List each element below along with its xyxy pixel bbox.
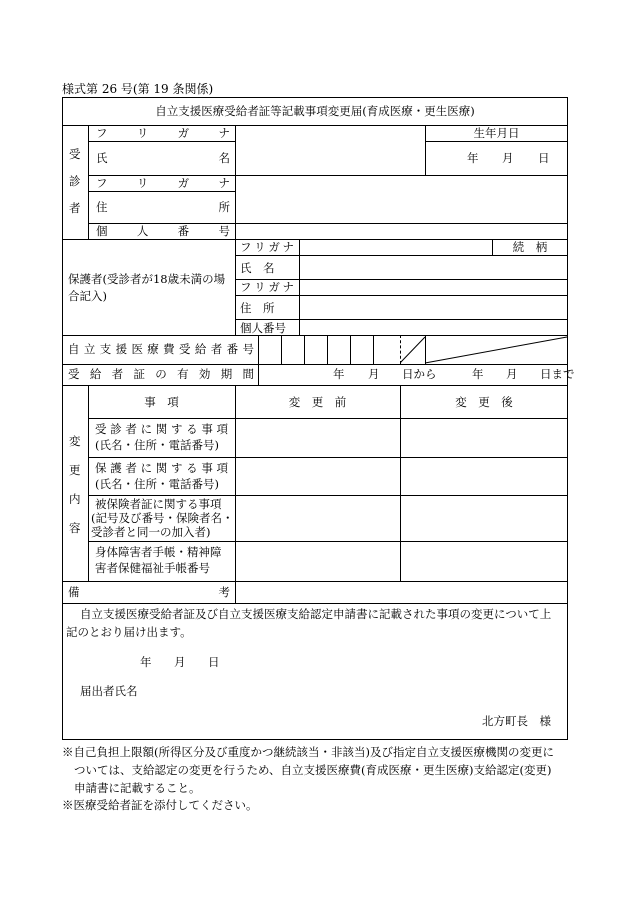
divider bbox=[88, 418, 568, 419]
valid-from-month-label: 月 bbox=[368, 367, 380, 381]
recipient-number-label: 自 立 支 援 医 療 費 受 給 者 番 号 bbox=[68, 342, 254, 356]
divider bbox=[62, 364, 568, 365]
note-line: 申請書に記載すること。 bbox=[74, 780, 201, 795]
divider bbox=[88, 175, 568, 176]
before-column-header: 変 更 前 bbox=[288, 395, 347, 409]
patient-furigana-label: フ リ ガ ナ bbox=[96, 176, 230, 190]
declaration-text: 自立支援医療受給者証及び自立支援医療支給認定申請書に記載された事項の変更について上 bbox=[80, 607, 552, 621]
changes-section-char: 変 bbox=[69, 434, 81, 448]
birthdate-day-label: 日 bbox=[538, 151, 550, 165]
patient-furigana-label: フ リ ガ ナ bbox=[96, 126, 230, 140]
remarks-label: 備 考 bbox=[68, 585, 230, 599]
digit-box-divider bbox=[373, 335, 374, 364]
divider bbox=[400, 385, 401, 581]
digit-box-divider bbox=[327, 335, 328, 364]
changes-section-char: 更 bbox=[69, 463, 81, 477]
guardian-individual-number-label: 個人番号 bbox=[240, 321, 286, 335]
changes-section-char: 内 bbox=[69, 492, 81, 506]
note-line: ついては、支給認定の変更を行うため、自立支援医療費(育成医療・更生医療)支給認定(変更) bbox=[74, 762, 552, 777]
divider bbox=[88, 141, 235, 142]
submitter-name-label: 届出者氏名 bbox=[80, 684, 138, 698]
relationship-label: 続 柄 bbox=[512, 240, 548, 254]
patient-individual-number-label: 個 人 番 号 bbox=[96, 224, 230, 238]
item-column-header: 事 項 bbox=[144, 395, 179, 409]
guardian-section-label: 保護者(受診者が18歳未満の場合記入) bbox=[68, 272, 226, 303]
border-bottom bbox=[62, 739, 568, 740]
divider bbox=[62, 603, 568, 604]
divider bbox=[235, 125, 236, 239]
guardian-furigana-label: フ リ ガ ナ bbox=[240, 240, 294, 254]
disability-notebook-change-item: 身体障害者手帳・精神障 bbox=[95, 545, 222, 559]
divider bbox=[88, 457, 568, 458]
divider bbox=[235, 239, 236, 335]
patient-section-char: 者 bbox=[69, 201, 81, 215]
divider bbox=[62, 385, 568, 386]
birthdate-month-label: 月 bbox=[502, 151, 514, 165]
digit-box-divider bbox=[281, 335, 282, 364]
note-line: ※自己負担上限額(所得区分及び重度かつ継続該当・非該当)及び指定自立支援医療機関の変更に bbox=[62, 745, 554, 759]
guardian-name-label: 氏 名 bbox=[240, 261, 275, 275]
divider bbox=[88, 385, 89, 581]
submission-month-label: 月 bbox=[174, 655, 186, 669]
declaration-text: 記のとおり届け出ます。 bbox=[66, 625, 192, 639]
submission-day-label: 日 bbox=[208, 655, 220, 669]
digit-box-divider bbox=[350, 335, 351, 364]
divider bbox=[62, 581, 568, 582]
notes bbox=[62, 744, 582, 815]
valid-from-day-label: 日から bbox=[402, 367, 437, 381]
valid-to-day-label: 日まで bbox=[540, 367, 575, 381]
divider bbox=[88, 191, 235, 192]
valid-from-year-label: 年 bbox=[333, 367, 345, 381]
patient-section-char: 受 bbox=[69, 147, 81, 161]
divider bbox=[235, 385, 236, 581]
submission-year-label: 年 bbox=[140, 655, 152, 669]
guardian-address-label: 住 所 bbox=[240, 301, 275, 315]
crossed-out-digit-area bbox=[400, 335, 568, 364]
insurance-change-item-detail: 受診者と同一の加入者) bbox=[91, 525, 211, 539]
divider bbox=[258, 364, 259, 385]
validity-period-label: 受 給 者 証 の 有 効 期 間 bbox=[68, 367, 254, 381]
birthdate-year-label: 年 bbox=[467, 151, 479, 165]
guardian-change-item-detail: (氏名・住所・電話番号) bbox=[95, 477, 219, 491]
divider bbox=[88, 541, 568, 542]
after-column-header: 変 更 後 bbox=[455, 395, 513, 409]
disability-notebook-change-item: 害者保健福祉手帳番号 bbox=[95, 561, 210, 575]
change-notification-form bbox=[62, 97, 575, 740]
divider bbox=[299, 239, 300, 335]
divider bbox=[88, 495, 568, 496]
divider bbox=[235, 319, 568, 320]
guardian-change-item: 保 護 者 に 関 す る 事 項 bbox=[95, 461, 228, 475]
divider bbox=[88, 125, 89, 239]
valid-to-month-label: 月 bbox=[506, 367, 518, 381]
changes-section-char: 容 bbox=[69, 521, 81, 535]
note-line: ※医療受給者証を添付してください。 bbox=[62, 798, 258, 813]
divider bbox=[235, 581, 236, 603]
divider bbox=[88, 223, 568, 224]
digit-box-divider bbox=[258, 335, 259, 364]
insurance-change-item-detail: (記号及び番号・保険者名・ bbox=[91, 511, 234, 525]
patient-address-label: 住 所 bbox=[96, 200, 230, 214]
form-title: 自立支援医療受給者証等記載事項変更届(育成医療・更生医療) bbox=[155, 104, 475, 118]
divider bbox=[235, 255, 568, 256]
patient-section-char: 診 bbox=[69, 174, 81, 188]
digit-box-divider bbox=[304, 335, 305, 364]
insurance-change-item: 被保険者証に関する事項 bbox=[95, 497, 222, 511]
addressee-label: 北方町長 様 bbox=[482, 714, 551, 728]
divider bbox=[425, 141, 568, 142]
birthdate-label: 生年月日 bbox=[473, 126, 520, 140]
guardian-furigana-label: フ リ ガ ナ bbox=[240, 280, 294, 294]
patient-name-label: 氏 名 bbox=[96, 151, 230, 165]
patient-change-item-detail: (氏名・住所・電話番号) bbox=[95, 438, 219, 452]
border-top bbox=[62, 97, 568, 98]
patient-change-item: 受 診 者 に 関 す る 事 項 bbox=[95, 422, 228, 436]
divider bbox=[235, 295, 568, 296]
valid-to-year-label: 年 bbox=[472, 367, 484, 381]
form-number-label: 様式第 26 号(第 19 条関係) bbox=[62, 82, 214, 96]
border-left bbox=[62, 97, 63, 740]
